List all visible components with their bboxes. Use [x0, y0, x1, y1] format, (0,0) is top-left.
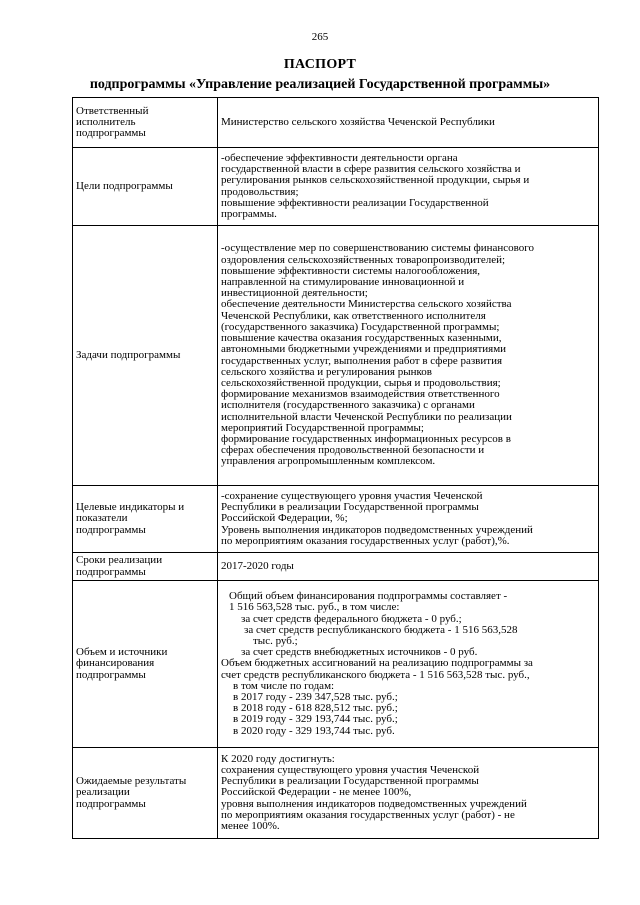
- row-value-results: [218, 748, 599, 839]
- value-line: государственной власти в сфере развития сельского хозяйства и: [221, 164, 521, 176]
- value-line: Российской Федерации, %;: [221, 513, 348, 525]
- label-line: финансирования: [76, 658, 155, 670]
- value-line: Республики в реализации Государственной программы: [221, 776, 479, 788]
- document-title: ПАСПОРТ: [283, 57, 357, 72]
- label-line: Задачи подпрограммы: [76, 349, 181, 361]
- table-row: [73, 98, 599, 148]
- value-line: формирование механизмов взаимодействия ответственного: [221, 389, 500, 401]
- label-line: подпрограммы: [76, 128, 146, 140]
- value-line: за счет средств республиканского бюджета - 1 516 563,528: [244, 624, 518, 636]
- value-line: регулирования рынков сельскохозяйственной продукции, сырья и: [221, 175, 530, 187]
- row-value-indicators: [218, 486, 599, 553]
- value-line: исполнительной власти Чеченской Республики по реализации: [221, 411, 512, 423]
- value-line: в 2019 году - 329 193,744 тыс. руб.;: [233, 714, 398, 726]
- row-value-responsible: [218, 98, 599, 148]
- value-line: сохранения существующего уровня участия Чеченской: [221, 764, 480, 776]
- table-row: [73, 553, 599, 581]
- value-line: уровня выполнения индикаторов подведомственных учреждений: [221, 798, 527, 810]
- value-line: менее 100%.: [221, 821, 280, 832]
- row-label-indicators: [73, 486, 218, 553]
- value-line: в 2020 году - 329 193,744 тыс. руб.: [233, 725, 395, 737]
- value-line: обеспечение деятельности Министерства сельского хозяйства: [221, 299, 512, 311]
- row-label-funding: [73, 581, 218, 748]
- label-line: подпрограммы: [76, 566, 146, 578]
- row-label-tasks: [73, 226, 218, 486]
- value-line: исполнителя (государственного заказчика) с органами: [221, 400, 475, 412]
- value-line: Республики в реализации Государственной программы: [221, 502, 479, 514]
- value-line: 1 516 563,528 тыс. руб., в том числе:: [229, 602, 400, 614]
- value-line: в 2018 году - 618 828,512 тыс. руб.;: [233, 703, 398, 715]
- value-line: повышение качества оказания государственных казенными,: [221, 333, 502, 345]
- page-number: 265: [311, 31, 329, 43]
- value-line: по мероприятиям оказания государственных услуг (работ),%.: [221, 535, 510, 547]
- table-row: [73, 748, 599, 839]
- row-label-responsible: [73, 98, 218, 148]
- row-value-funding: [218, 581, 599, 748]
- value-line: Уровень выполнения индикаторов подведомственных учреждений: [221, 524, 533, 536]
- label-line: Объем и источники: [76, 647, 168, 659]
- row-label-goals: [73, 148, 218, 226]
- value-line: К 2020 году достигнуть:: [221, 753, 335, 765]
- value-line: автономными бюджетными учреждениями и предприятиями: [221, 344, 507, 356]
- value-line: тыс. руб.;: [253, 635, 298, 647]
- value-line: государственных услуг, выполнения работ в сфере развития: [221, 355, 503, 367]
- label-line: подпрограммы: [76, 669, 146, 681]
- value-line: Объем бюджетных ассигнований на реализацию подпрограммы за: [221, 658, 533, 670]
- row-value-tasks: [218, 226, 599, 486]
- value-line: сельского хозяйства и регулирования рынков: [221, 366, 432, 378]
- value-line: -сохранение существующего уровня участия Чеченской: [221, 490, 483, 502]
- row-label-terms: [73, 553, 218, 581]
- row-value-terms: [218, 553, 599, 581]
- value-line: за счет средств федерального бюджета - 0 руб.;: [241, 613, 462, 625]
- value-line: в том числе по годам:: [233, 680, 335, 692]
- value-line: за счет средств внебюджетных источников - 0 руб.: [241, 647, 478, 659]
- label-line: показатели: [76, 513, 128, 525]
- label-line: исполнитель: [76, 116, 136, 128]
- label-line: Сроки реализации: [76, 555, 163, 567]
- label-line: Цели подпрограммы: [76, 180, 173, 192]
- table-row: [73, 148, 599, 226]
- value-line: мероприятий Государственной программы;: [221, 422, 424, 434]
- label-line: реализации: [76, 787, 130, 799]
- value-line: Министерство сельского хозяйства Чеченской Республики: [221, 116, 495, 128]
- value-line: (государственного заказчика) Государственной программы;: [221, 321, 500, 333]
- table-row: [73, 226, 599, 486]
- label-line: подпрограммы: [76, 524, 146, 536]
- document-subtitle: подпрограммы «Управление реализацией Государственной программы»: [89, 77, 551, 92]
- value-line: в 2017 году - 239 347,528 тыс. руб.;: [233, 692, 398, 703]
- value-line: программы.: [221, 208, 277, 220]
- value-line: сельскохозяйственной продукции, сырья и продовольствия;: [221, 377, 501, 389]
- table-row: [73, 581, 599, 748]
- value-line: счет средств республиканского бюджета - 1 516 563,528 тыс. руб.,: [221, 669, 530, 681]
- value-line: Российской Федерации - не менее 100%,: [221, 787, 412, 799]
- row-label-results: [73, 748, 218, 839]
- value-line: -осуществление мер по совершенствованию системы финансового: [221, 243, 535, 255]
- value-line: по мероприятиям оказания государственных услуг (работ) - не: [221, 809, 515, 821]
- value-line: оздоровления сельскохозяйственных товаропроизводителей;: [221, 254, 506, 266]
- row-value-goals: [218, 148, 599, 226]
- label-line: Ожидаемые результаты: [76, 776, 187, 788]
- value-line: -обеспечение эффективности деятельности органа: [221, 152, 458, 164]
- label-line: Ответственный: [76, 105, 149, 117]
- value-line: формирование государственных информационных ресурсов в: [221, 433, 511, 445]
- value-line: инвестиционной деятельности;: [221, 288, 368, 300]
- value-line: направленной на стимулирование инновационной и: [221, 277, 465, 289]
- table-row: [73, 486, 599, 553]
- value-line: Чеченской Республики, как ответственного исполнителя: [221, 310, 486, 322]
- value-line: повышение эффективности системы налогообложения,: [221, 265, 481, 277]
- value-line: Общий объем финансирования подпрограммы составляет -: [229, 591, 508, 603]
- value-line: сферах обеспечения продовольственной безопасности и: [221, 445, 485, 457]
- value-line: повышение эффективности реализации Государственной: [221, 197, 489, 209]
- value-line: продовольствия;: [221, 186, 299, 198]
- label-line: подпрограммы: [76, 798, 146, 810]
- value-line: 2017-2020 годы: [221, 560, 294, 572]
- value-line: управления агропромышленным комплексом.: [221, 456, 436, 468]
- label-line: Целевые индикаторы и: [76, 502, 185, 514]
- passport-table: [72, 97, 599, 839]
